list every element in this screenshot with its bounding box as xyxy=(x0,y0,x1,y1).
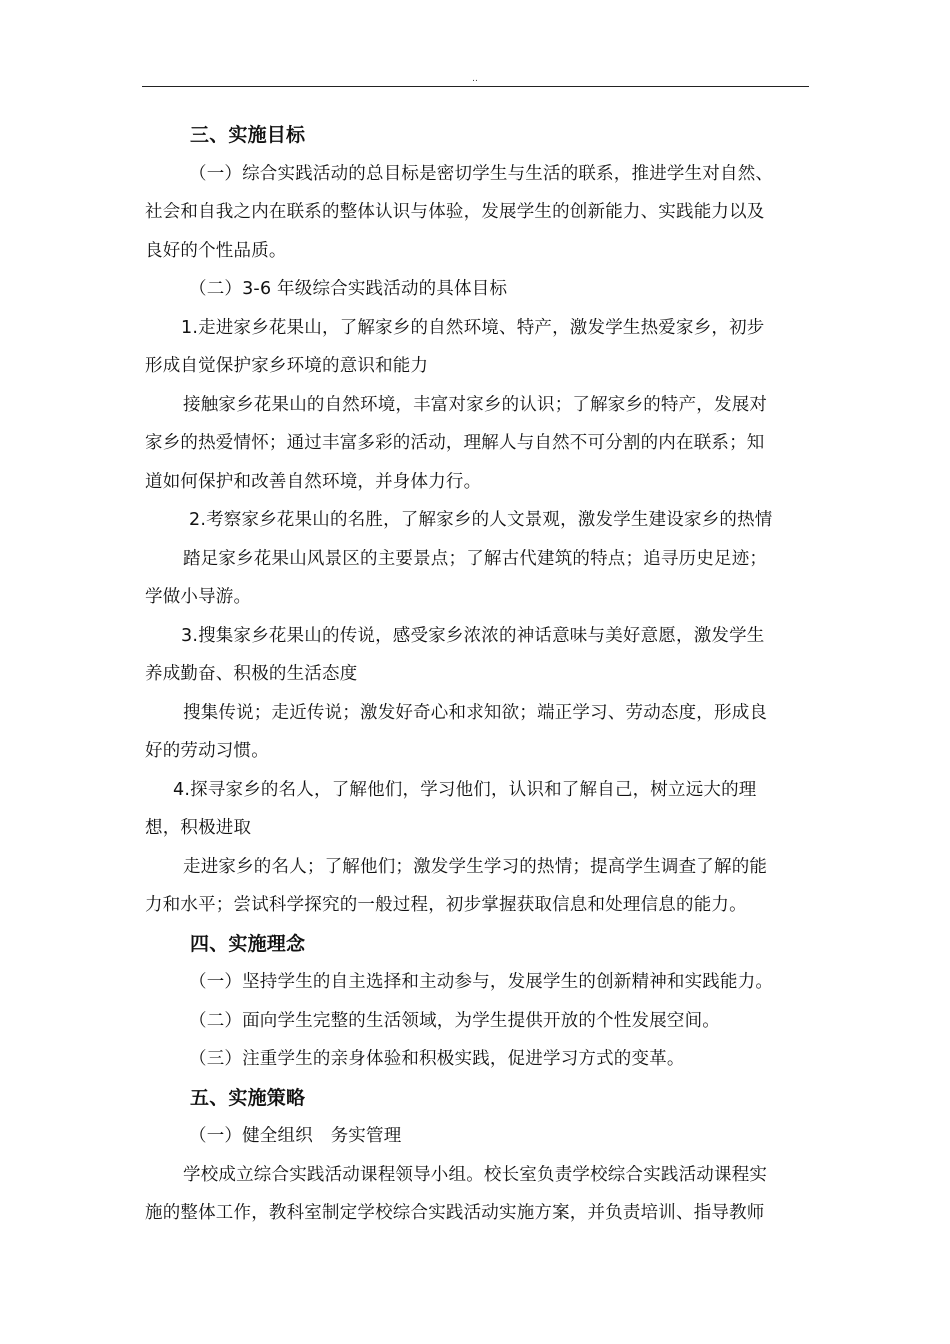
paragraph-line: （一）综合实践活动的总目标是密切学生与生活的联系，推进学生对自然、 xyxy=(189,163,774,184)
paragraph-line: 良好的个性品质。 xyxy=(145,240,287,261)
paragraph-line: 家乡的热爱情怀；通过丰富多彩的活动，理解人与自然不可分割的内在联系；知 xyxy=(145,433,765,453)
paragraph-line: （一）健全组织 务实管理 xyxy=(189,1126,402,1146)
page-header-mark: .. xyxy=(472,74,478,84)
paragraph-line: 搜集传说；走近传说；激发好奇心和求知欲；端正学习、劳动态度，形成良 xyxy=(183,702,768,723)
paragraph-line: （二）3-6 年级综合实践活动的具体目标 xyxy=(189,279,508,299)
document-body xyxy=(145,116,808,1233)
paragraph-line: 养成勤奋、积极的生活态度 xyxy=(145,664,358,684)
paragraph-line: 好的劳动习惯。 xyxy=(145,741,269,761)
paragraph-line: 道如何保护和改善自然环境，并身体力行。 xyxy=(145,471,482,492)
paragraph-line: 4.探寻家乡的名人，了解他们，学习他们，认识和了解自己，树立远大的理 xyxy=(173,779,757,800)
paragraph-line: 接触家乡花果山的自然环境，丰富对家乡的认识；了解家乡的特产，发展对 xyxy=(183,394,768,415)
paragraph-line: 力和水平；尝试科学探究的一般过程，初步掌握获取信息和处理信息的能力。 xyxy=(145,895,747,915)
paragraph-line: 学校成立综合实践活动课程领导小组。校长室负责学校综合实践活动课程实 xyxy=(183,1164,768,1185)
paragraph-line: （二）面向学生完整的生活领域，为学生提供开放的个性发展空间。 xyxy=(189,1010,720,1031)
section-heading-strategy: 五、实施策略 xyxy=(190,1086,306,1109)
paragraph-line: （三）注重学生的亲身体验和积极实践，促进学习方式的变革。 xyxy=(189,1049,685,1069)
paragraph-line: 2.考察家乡花果山的名胜，了解家乡的人文景观，激发学生建设家乡的热情 xyxy=(189,510,773,530)
paragraph-line: 踏足家乡花果山风景区的主要景点；了解古代建筑的特点；追寻历史足迹； xyxy=(183,548,768,569)
paragraph-line: 3.搜集家乡花果山的传说，感受家乡浓浓的神话意味与美好意愿，激发学生 xyxy=(181,625,765,646)
section-heading-philosophy: 四、实施理念 xyxy=(190,932,306,955)
paragraph-line: 施的整体工作，教科室制定学校综合实践活动实施方案，并负责培训、指导教师 xyxy=(145,1203,765,1223)
paragraph-line: （一）坚持学生的自主选择和主动参与，发展学生的创新精神和实践能力。 xyxy=(189,972,774,992)
paragraph-line: 形成自觉保护家乡环境的意识和能力 xyxy=(145,356,429,376)
paragraph-line: 走进家乡的名人；了解他们；激发学生学习的热情；提高学生调查了解的能 xyxy=(183,856,768,877)
header-rule xyxy=(142,86,809,87)
paragraph-line: 1.走进家乡花果山，了解家乡的自然环境、特产，激发学生热爱家乡，初步 xyxy=(181,317,765,338)
paragraph-line: 社会和自我之内在联系的整体认识与体验，发展学生的创新能力、实践能力以及 xyxy=(145,202,765,222)
section-heading-goals: 三、实施目标 xyxy=(190,124,306,146)
paragraph-line: 学做小导游。 xyxy=(145,587,252,607)
paragraph-line: 想，积极进取 xyxy=(145,818,252,838)
